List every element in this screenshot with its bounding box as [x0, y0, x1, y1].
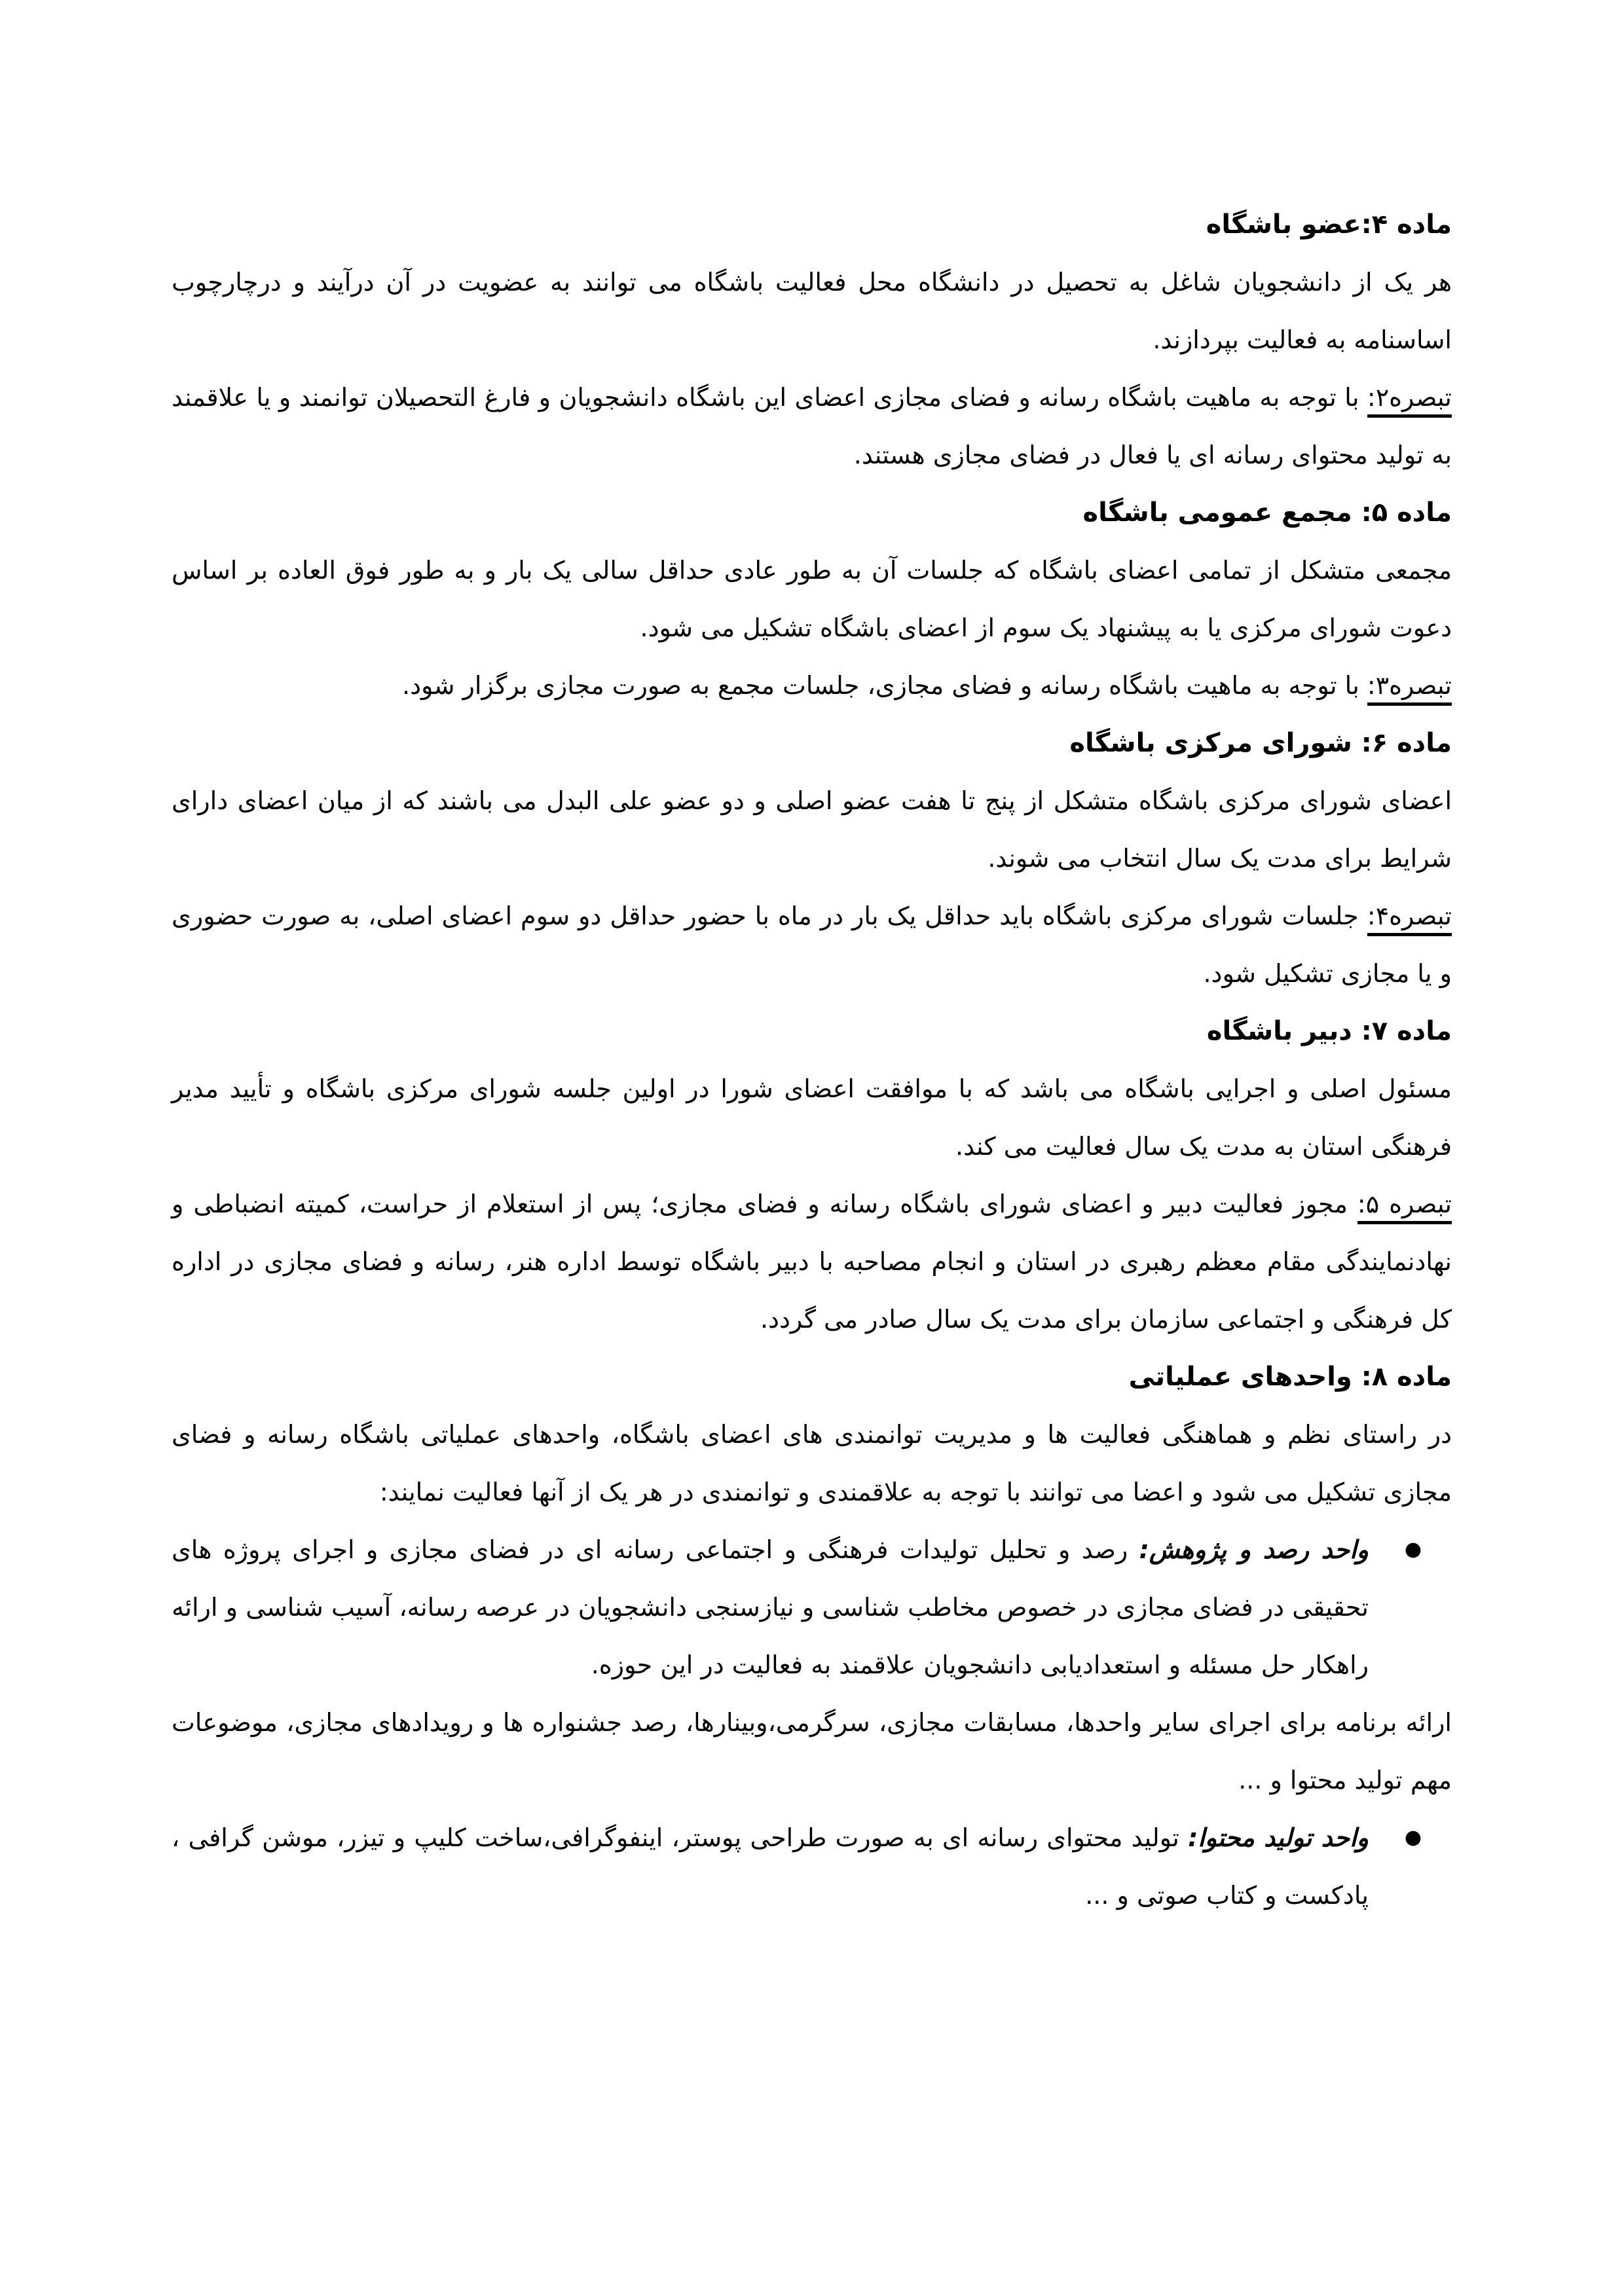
unit-name-content-production: واحد تولید محتوا:	[1188, 1823, 1369, 1852]
unit-name-research: واحد رصد و پژوهش:	[1139, 1535, 1369, 1564]
article-8-heading: ماده ۸: واحدهای عملیاتی	[1128, 1362, 1452, 1392]
article-5-heading: ماده ۵: مجمع عمومی باشگاه	[1082, 498, 1452, 528]
note-3-label: تبصره۳:	[1367, 671, 1452, 706]
article-4-heading: ماده ۴:عضو باشگاه	[1206, 210, 1452, 240]
note-3-text: با توجه به ماهیت باشگاه رسانه و فضای مجازی، جلسات مجمع به صورت مجازی برگزار شود.	[401, 671, 1367, 700]
article-5-note	[172, 657, 1452, 714]
article-8-body: در راستای نظم و هماهنگی فعالیت ها و مدیریت توانمندی های اعضای باشگاه، واحدهای عملیاتی باشگاه رسانه و فضای مجازی تشکیل می شود و اعضا می توانند با توجه به علاقمندی و توانمندی در هر یک از آنها فعالیت نمایند:	[172, 1420, 1452, 1506]
article-4-note	[172, 369, 1452, 484]
article-6-body: اعضای شورای مرکزی باشگاه متشکل از پنج تا هفت عضو اصلی و دو عضو علی البدل می باشند که از میان اعضای دارای شرایط برای مدت یک سال انتخاب می شوند.	[172, 786, 1452, 873]
article-7-note	[172, 1175, 1452, 1348]
unit-description-research: رصد و تحلیل تولیدات فرهنگی و اجتماعی رسانه ای در فضای مجازی و اجرای پروژه های تحقیقی در فضای مجازی در خصوص مخاطب شناسی و نیازسنجی دانشجویان در عرصه رسانه، آسیب شناسی و ارائه راهکار حل مسئله و استعدادیابی دانشجویان علاقمند به فعالیت در این حوزه.	[172, 1535, 1369, 1679]
note-2-label: تبصره۲:	[1367, 383, 1452, 418]
note-4-text: جلسات شورای مرکزی باشگاه باید حداقل یک بار در ماه با حضور حداقل دو سوم اعضای اصلی، به صورت حضوری و یا مجازی تشکیل شود.	[172, 902, 1452, 988]
note-2-text: با توجه به ماهیت باشگاه رسانه و فضای مجازی اعضای این باشگاه دانشجویان و فارغ التحصیلان توانمند و یا علاقمند به تولید محتوای رسانه ای یا فعال در فضای مجازی هستند.	[172, 383, 1452, 469]
article-4-body: هر یک از دانشجویان شاغل به تحصیل در دانشگاه محل فعالیت باشگاه می توانند به عضویت در آن درآیند و درچارچوب اساسنامه به فعالیت بپردازند.	[172, 268, 1452, 354]
note-4-label: تبصره۴:	[1367, 902, 1452, 936]
article-7-heading: ماده ۷: دبیر باشگاه	[1206, 1016, 1452, 1046]
note-5-label: تبصره ۵:	[1357, 1190, 1452, 1224]
note-5-text: مجوز فعالیت دبیر و اعضای شورای باشگاه رسانه و فضای مجازی؛ پس از استعلام از حراست، کمیته انضباطی و نهادنمایندگی مقام معظم رهبری در استان و انجام مصاحبه با دبیر باشگاه توسط اداره هنر، رسانه و فضای مجازی در اداره کل فرهنگی و اجتماعی سازمان برای مدت یک سال صادر می گردد.	[172, 1190, 1452, 1334]
list-item-research-unit	[172, 1521, 1452, 1694]
bullet-icon: ●	[1404, 1826, 1422, 1849]
article-7	[172, 1002, 1452, 1348]
article-6	[172, 714, 1452, 1002]
article-7-body: مسئول اصلی و اجرایی باشگاه می باشد که با موافقت اعضای شورا در اولین جلسه شورای مرکزی باشگاه و تأیید مدیر فرهنگی استان به مدت یک سال فعالیت می کند.	[172, 1074, 1452, 1161]
article-8-interlude: ارائه برنامه برای اجرای سایر واحدها، مسابقات مجازی، سرگرمی،وبینارها، رصد جشنواره ها و رویدادهای مجازی، موضوعات مهم تولید محتوا و ...	[172, 1708, 1452, 1795]
unit-description-content-production: تولید محتوای رسانه ای به صورت طراحی پوستر، اینفوگرافی،ساخت کلیپ و تیزر، موشن گرافی ، پادکست و کتاب صوتی و ...	[172, 1823, 1369, 1910]
article-4	[172, 196, 1452, 484]
article-5	[172, 484, 1452, 714]
article-5-body: مجمعی متشکل از تمامی اعضای باشگاه که جلسات آن به طور عادی حداقل سالی یک بار و به طور فوق العاده بر اساس دعوت شورای مرکزی یا به پیشنهاد یک سوم از اعضای باشگاه تشکیل می شود.	[172, 556, 1452, 642]
list-item-content-production-unit	[172, 1809, 1452, 1924]
article-8	[172, 1348, 1452, 1924]
bullet-icon: ●	[1404, 1538, 1422, 1561]
article-6-note	[172, 887, 1452, 1002]
article-6-heading: ماده ۶: شورای مرکزی باشگاه	[1069, 728, 1452, 758]
